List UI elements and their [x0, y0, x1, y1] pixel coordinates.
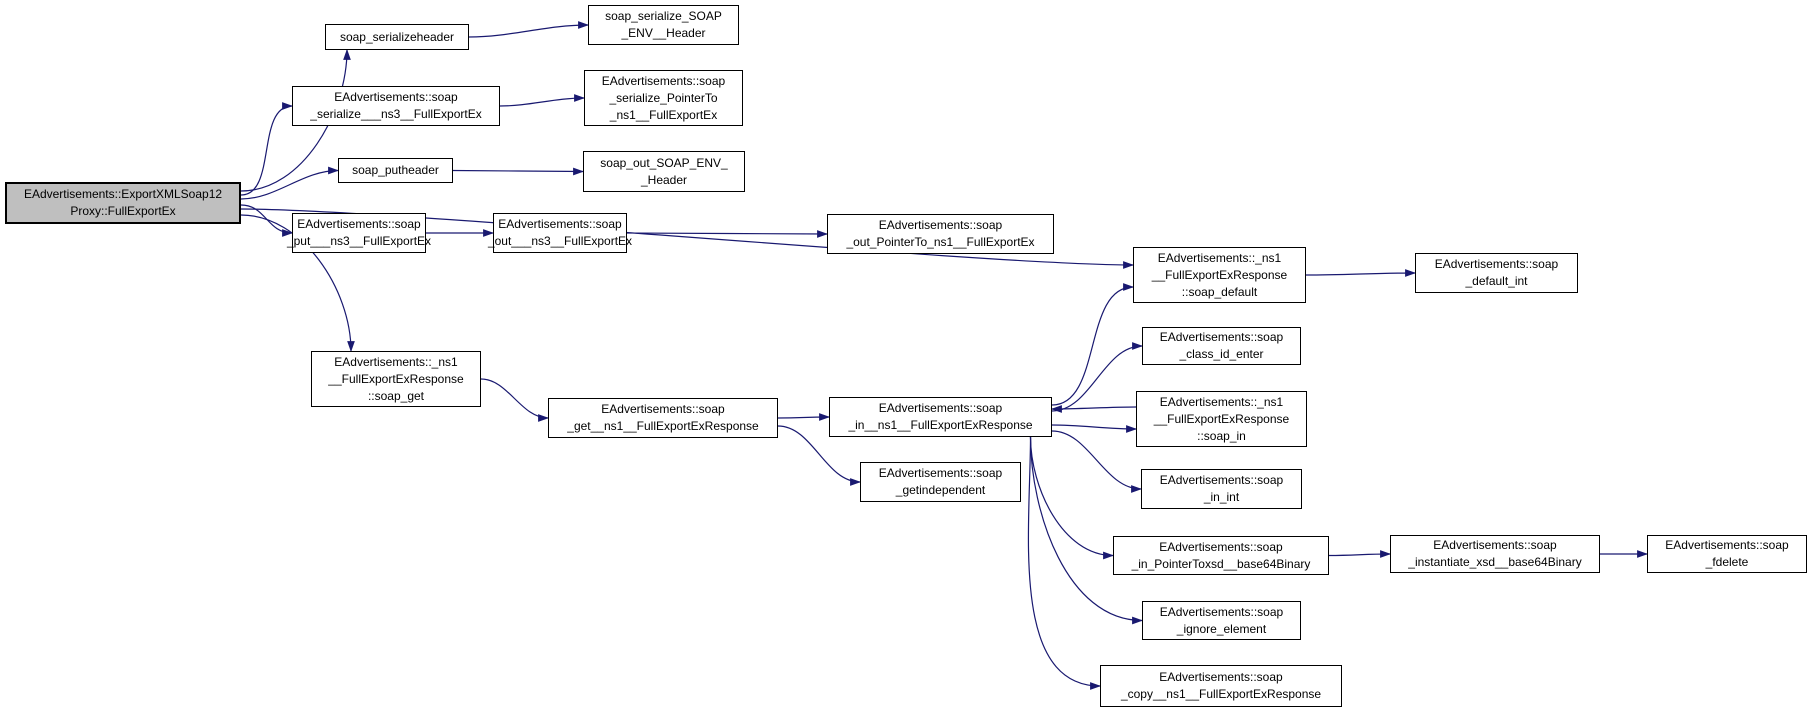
node-label: EAdvertisements::_ns1 — [1159, 394, 1284, 409]
node-resp_soap_get[interactable] — [311, 351, 481, 407]
node-label: EAdvertisements::soap — [1434, 257, 1559, 271]
node-label: EAdvertisements::soap — [334, 90, 458, 104]
node-label: soap_serializeheader — [339, 29, 455, 44]
node-label: EAdvertisements::soap — [1159, 539, 1283, 554]
node-label: _copy__ns1__FullExportExResponse — [1120, 687, 1322, 701]
node-label: _Header — [640, 172, 688, 187]
node-default_int[interactable] — [1415, 253, 1578, 293]
edge-resp_soap_default-to-default_int — [1306, 273, 1415, 275]
edge-out_ns3-to-out_pointerto — [627, 233, 827, 234]
edge-in_ns1_resp-to-resp_soap_default — [1052, 287, 1133, 405]
node-label: ::soap_in — [1197, 428, 1246, 443]
node-serializeheader[interactable] — [325, 24, 469, 50]
node-label: EAdvertisements::soap — [1159, 330, 1284, 344]
node-label: _in_int — [1203, 490, 1240, 504]
node-label: _ENV__Header — [621, 26, 706, 40]
node-label: _put___ns3__FullExportEx — [286, 234, 432, 248]
node-label: _serialize_PointerTo — [609, 90, 718, 105]
node-label: _in_PointerToxsd__base64Binary — [1131, 556, 1311, 571]
node-label: _in__ns1__FullExportExResponse — [848, 418, 1033, 432]
edge-serializeheader-to-serialize_soap_env_header — [469, 25, 588, 37]
node-label: _ignore_element — [1176, 621, 1267, 636]
node-label: ::soap_get — [367, 388, 425, 403]
node-label: __FullExportExResponse — [328, 371, 464, 386]
edge-in_ns1_resp-to-ignore_element — [1031, 437, 1143, 621]
node-label: EAdvertisements::soap — [1159, 473, 1284, 487]
node-put_ns3[interactable] — [286, 213, 432, 253]
node-label: soap_serialize_SOAP — [605, 9, 722, 23]
edge-putheader-to-out_soap_env_header — [453, 171, 583, 172]
node-resp_soap_in[interactable] — [1136, 391, 1307, 447]
node-label: EAdvertisements::_ns1 — [334, 354, 458, 369]
node-label: EAdvertisements::soap — [878, 466, 1003, 480]
node-label: _default_int — [1465, 274, 1528, 288]
node-in_int[interactable] — [1141, 469, 1302, 509]
node-label: __FullExportExResponse — [1153, 411, 1290, 426]
node-label: EAdvertisements::soap — [1159, 604, 1284, 619]
node-label: EAdvertisements::soap — [878, 401, 1003, 415]
node-label: _fdelete — [1705, 555, 1749, 569]
node-label: _class_id_enter — [1179, 347, 1264, 361]
node-fdelete[interactable] — [1647, 535, 1807, 573]
node-label: EAdvertisements::ExportXMLSoap12 — [23, 187, 223, 201]
node-getindependent[interactable] — [860, 462, 1021, 502]
node-label: _getindependent — [895, 483, 986, 497]
node-in_ns1_resp[interactable] — [829, 397, 1052, 437]
node-serialize_pointerto[interactable] — [584, 70, 743, 126]
node-label: _serialize___ns3__FullExportEx — [310, 107, 482, 121]
node-label: _get__ns1__FullExportExResponse — [567, 419, 759, 433]
node-label: __FullExportExResponse — [1151, 267, 1288, 282]
node-label: EAdvertisements::soap — [601, 73, 726, 88]
edge-serialize_ns3-to-serialize_pointerto — [500, 98, 584, 106]
edge-get_ns1_resp-to-in_ns1_resp — [778, 417, 829, 418]
node-label: EAdvertisements::soap — [601, 402, 725, 416]
node-label: EAdvertisements::_ns1 — [1157, 250, 1282, 265]
node-ignore_element[interactable] — [1142, 601, 1301, 640]
node-label: Proxy::FullExportEx — [70, 204, 176, 218]
node-label: soap_putheader — [352, 163, 439, 177]
node-out_pointerto[interactable] — [827, 214, 1054, 254]
node-out_soap_env_header[interactable] — [583, 151, 745, 192]
node-instantiate_xsd[interactable] — [1390, 535, 1600, 573]
edge-fullexportex-to-putheader — [241, 171, 338, 200]
node-label: EAdvertisements::soap — [1665, 538, 1789, 552]
node-label: _out_PointerTo_ns1__FullExportEx — [846, 235, 1035, 249]
edge-resp_soap_get-to-get_ns1_resp — [481, 379, 548, 418]
node-label: EAdvertisements::soap — [878, 218, 1003, 232]
edge-in_ns1_resp-to-in_int — [1052, 431, 1141, 489]
node-class_id_enter[interactable] — [1142, 327, 1301, 365]
node-resp_soap_default[interactable] — [1133, 247, 1306, 303]
edge-in_ns1_resp-to-in_pointertoxsd — [1031, 437, 1114, 556]
edge-in_pointertoxsd-to-instantiate_xsd — [1329, 554, 1390, 556]
node-get_ns1_resp[interactable] — [548, 398, 778, 438]
node-label: EAdvertisements::soap — [1159, 670, 1283, 684]
edge-fullexportex-to-serialize_ns3 — [241, 106, 292, 195]
node-label: ::soap_default — [1181, 284, 1258, 299]
node-putheader[interactable] — [338, 158, 453, 183]
node-copy_ns1_resp[interactable] — [1100, 665, 1342, 707]
node-out_ns3[interactable] — [487, 213, 633, 253]
node-label: EAdvertisements::soap — [297, 217, 421, 231]
node-in_pointertoxsd[interactable] — [1113, 536, 1329, 575]
node-label: EAdvertisements::soap — [1433, 538, 1557, 552]
node-label: soap_out_SOAP_ENV_ — [600, 155, 728, 170]
edge-in_ns1_resp-to-copy_ns1_resp — [1028, 437, 1100, 686]
node-label: _out___ns3__FullExportEx — [487, 234, 633, 248]
node-label: _ns1__FullExportEx — [609, 107, 718, 122]
node-label: EAdvertisements::soap — [498, 217, 622, 231]
node-fullexportex — [5, 182, 241, 224]
edge-in_ns1_resp-to-resp_soap_in — [1052, 425, 1136, 429]
node-label: _instantiate_xsd__base64Binary — [1408, 555, 1582, 569]
node-serialize_ns3[interactable] — [292, 86, 500, 126]
node-serialize_soap_env_header[interactable] — [588, 5, 739, 45]
